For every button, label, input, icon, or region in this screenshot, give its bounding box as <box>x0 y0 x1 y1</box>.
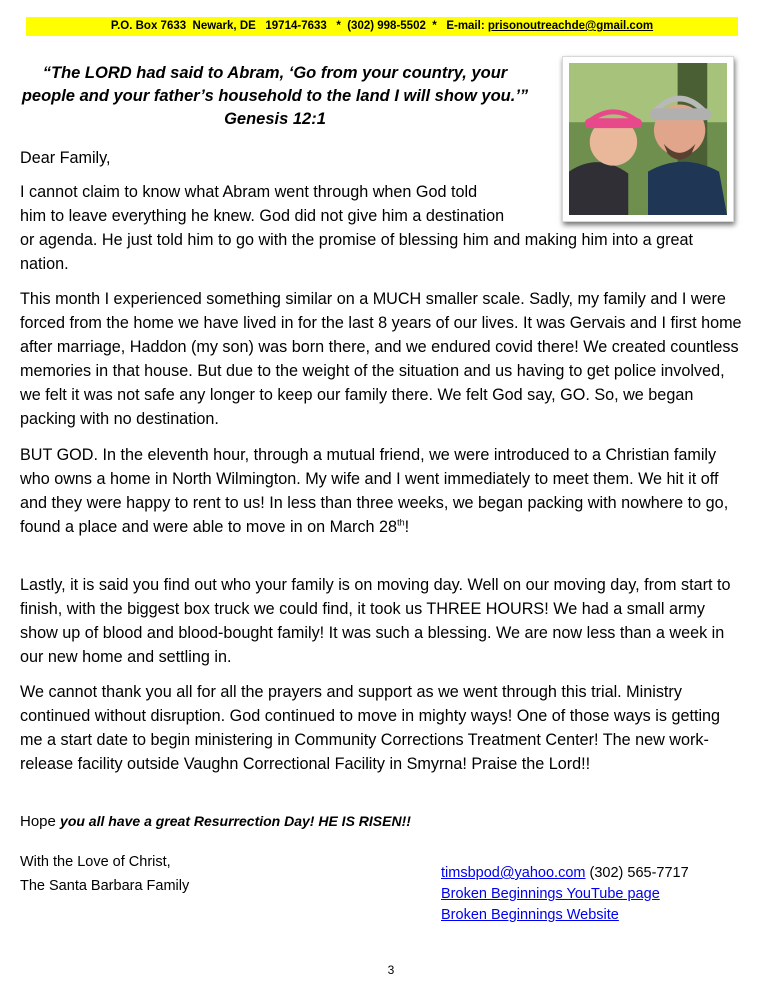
paragraph-3 <box>20 443 744 539</box>
header-contact-bar <box>26 17 738 36</box>
paragraph-3-superscript: th <box>397 517 405 528</box>
family-photo <box>562 56 734 222</box>
signoff-line-1: With the Love of Christ, <box>20 854 171 870</box>
contact-links <box>441 863 689 926</box>
greeting: Dear Family, <box>20 149 111 167</box>
contact-email-phone-row <box>441 863 689 884</box>
closing-hope-plain: Hope <box>20 813 61 830</box>
website-link[interactable]: Broken Beginnings Website <box>441 907 619 923</box>
closing-hope-line <box>20 813 411 830</box>
paragraph-1-line-2: him to leave everything he knew. God did not give him a destination <box>20 207 505 225</box>
paragraph-3-text: BUT GOD. In the eleventh hour, through a mutual friend, we were introduced to a Christian family who owns a home in North Wilmington. My wife and I went immediately to meet them. We hit it off and they were happy to rent to us! In less than three weeks, we began packing with nowhere to go, found a place and were able to move in on March 28 <box>20 446 729 536</box>
header-address-phone: P.O. Box 7633 Newark, DE 19714-7633 * (302) 998-5502 * E-mail: <box>110 20 488 32</box>
contact-email-link[interactable]: timsbpod@yahoo.com <box>441 865 586 881</box>
paragraph-1-opening <box>20 180 560 228</box>
header-email-link[interactable]: prisonoutreachde@gmail.com <box>487 20 654 32</box>
page-number: 3 <box>387 963 395 977</box>
signoff <box>20 850 189 898</box>
paragraph-1-line-1: I cannot claim to know what Abram went through when God told <box>20 183 478 201</box>
paragraph-4: Lastly, it is said you find out who your family is on moving day. Well on our moving day, from start to finish, with the biggest box truck we could find, it took us THREE HOURS! We had a small army show up of blood and blood-bought family! It was such a blessing. We are now less than a week in our new home and settling in. <box>20 576 731 666</box>
scripture-verse: “The LORD had said to Abram, ‘Go from your country, your people and your father’s household to the land I will show you.’” Genesis 12:1 <box>21 64 529 128</box>
contact-phone: (302) 565-7717 <box>585 865 689 881</box>
closing-hope-italic: you all have a great Resurrection Day! HE IS RISEN!! <box>60 813 411 829</box>
paragraph-1-rest: or agenda. He just told him to go with the promise of blessing him and making him into a great nation. <box>20 231 694 273</box>
signoff-line-2: The Santa Barbara Family <box>20 878 190 894</box>
paragraph-2: This month I experienced something similar on a MUCH smaller scale. Sadly, my family and I were forced from the home we have lived in for the last 8 years of our lives. It was Gervais and I first home after marriage, Haddon (my son) was born there, and we endured covid there! We created countless memories in that house. But due to the weight of the situation and us having to get police involved, we felt it was not safe any longer to keep our family there. We felt God say, GO. So, we began packing with no destination. <box>20 290 742 428</box>
youtube-page-link[interactable]: Broken Beginnings YouTube page <box>441 886 660 902</box>
paragraph-5: We cannot thank you all for all the prayers and support as we went through this trial. Ministry continued without disruption. God continued to move in mighty ways! One of those ways is getting me a start date to begin ministering in Community Corrections Treatment Center! The new work-release facility outside Vaughn Correctional Facility in Smyrna! Praise the Lord!! <box>20 683 721 773</box>
paragraph-3-end: ! <box>404 518 410 536</box>
